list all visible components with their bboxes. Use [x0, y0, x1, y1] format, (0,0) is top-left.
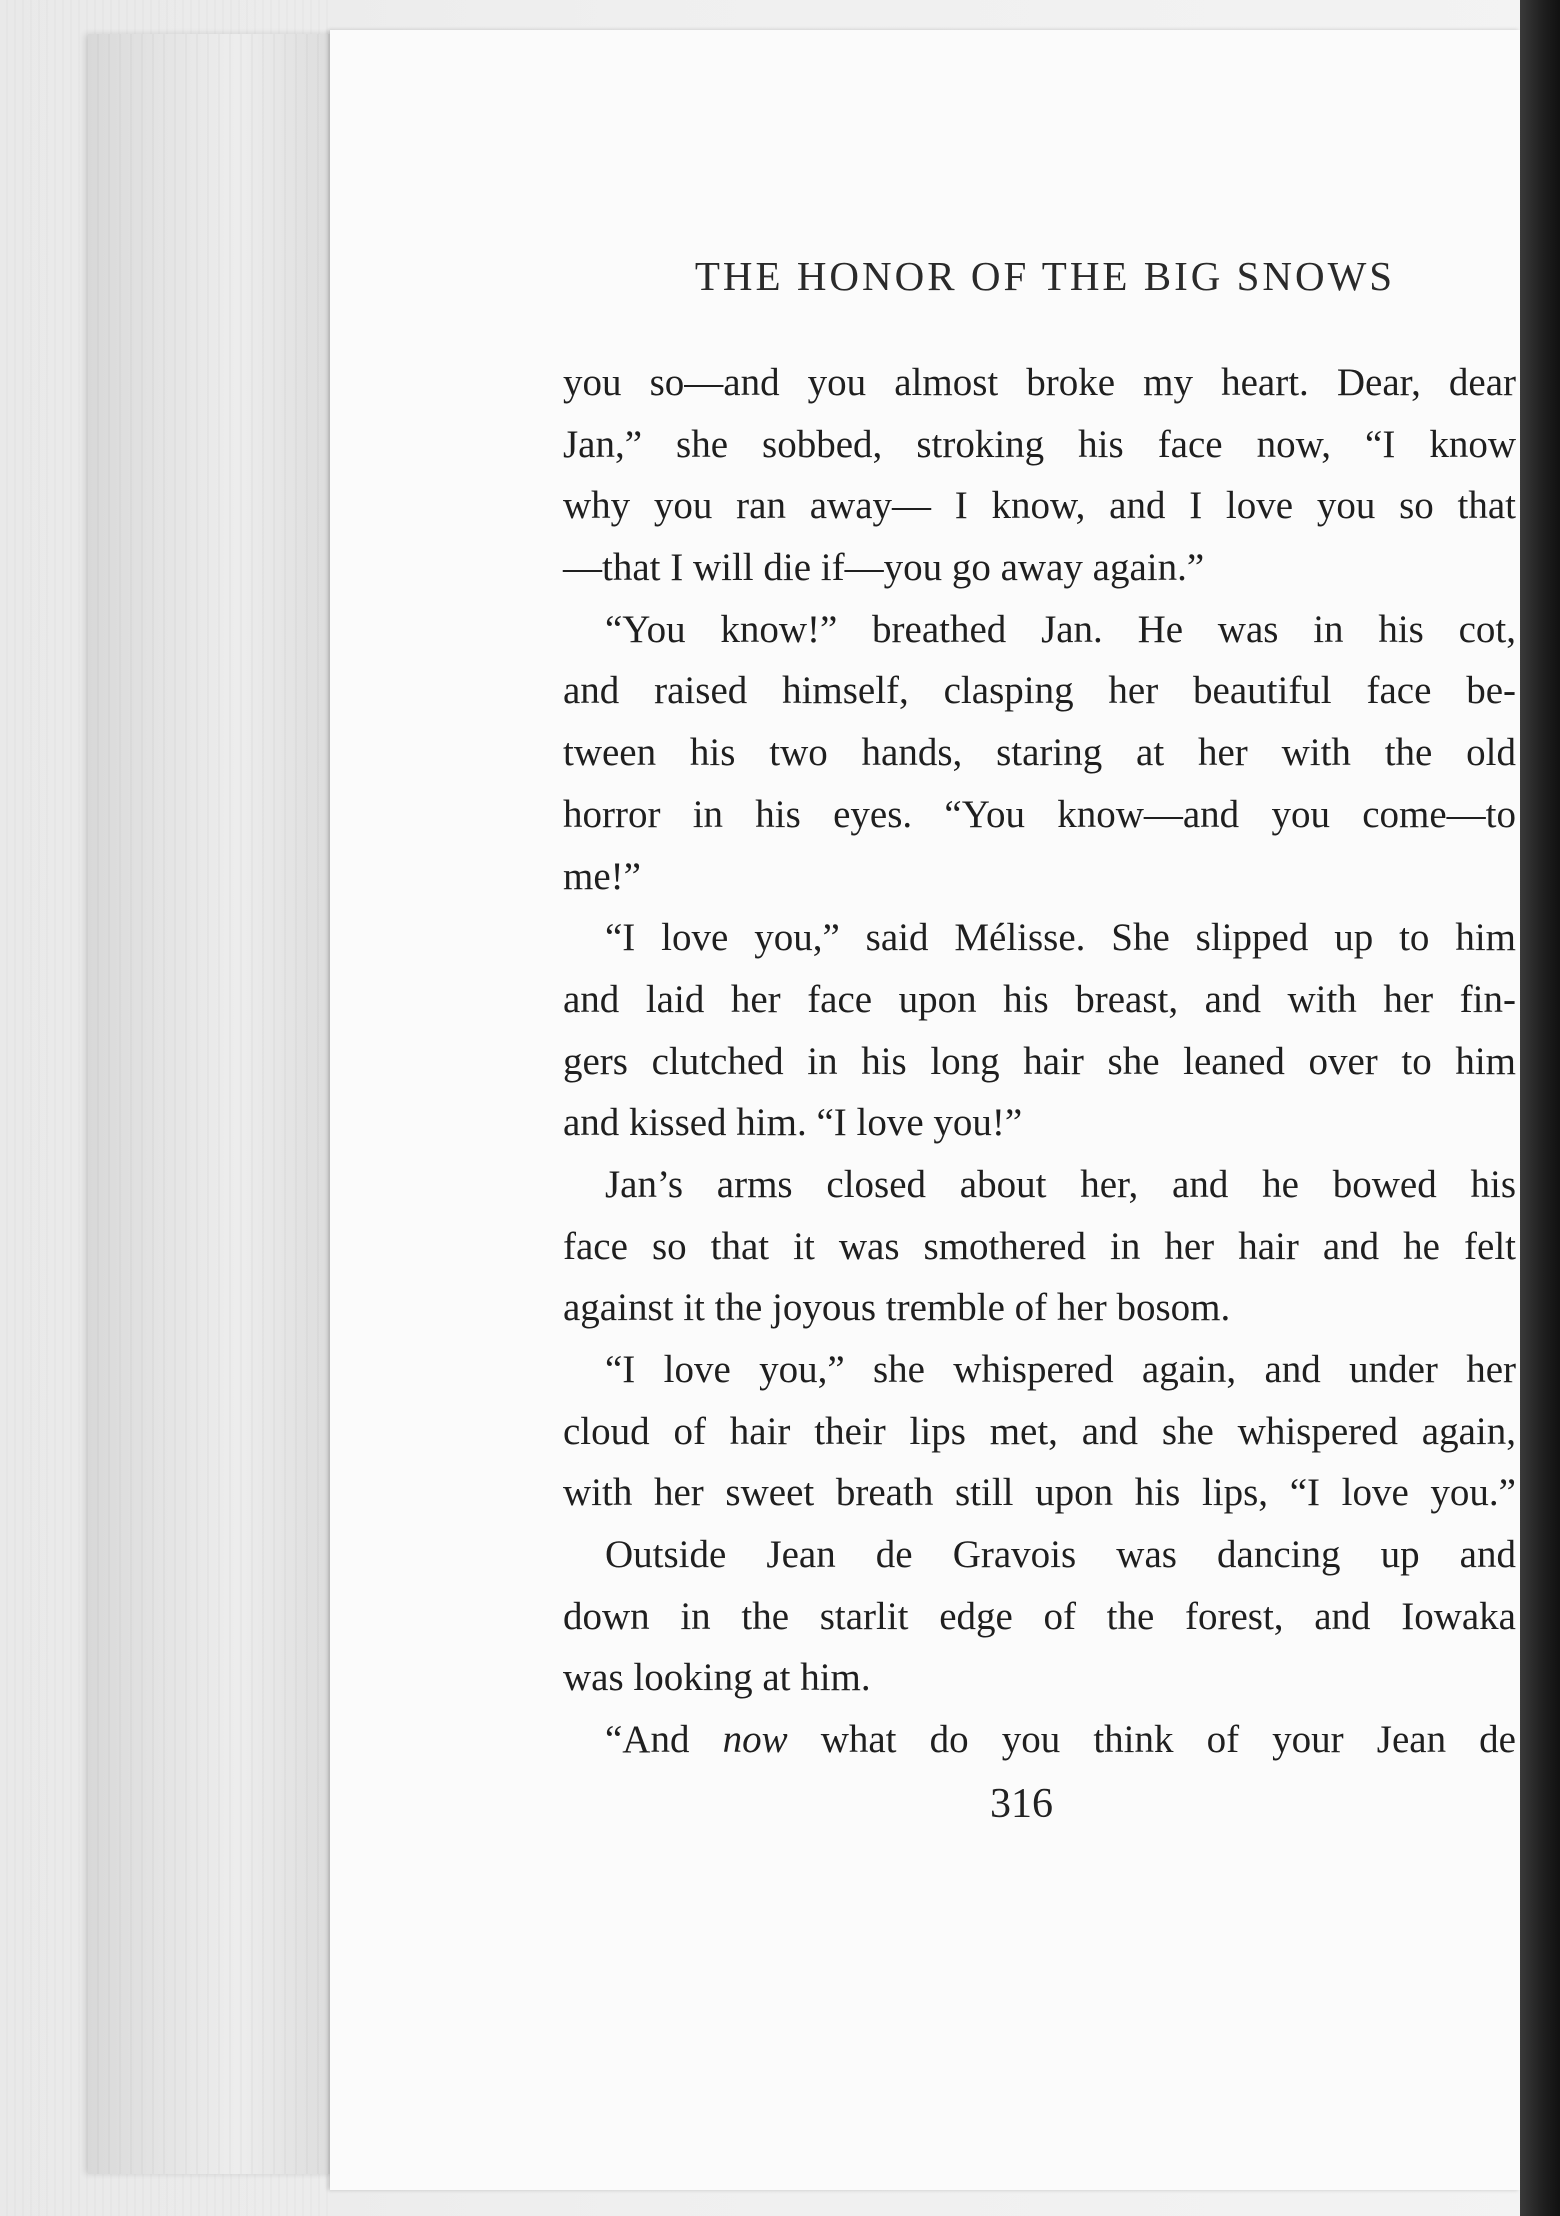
final-line-start: “And: [605, 1718, 723, 1762]
text-line: —that I will die if—you go away again.”: [563, 546, 1205, 590]
text-line: Outside Jean de Gravois was dancing up and: [605, 1533, 1516, 1577]
scan-right-border: [1520, 0, 1560, 2216]
page-number: 316: [990, 1781, 1053, 1827]
final-line-emphasis: now: [722, 1718, 788, 1762]
book-page-edges: [88, 34, 336, 2174]
final-line-end: what do you think of your Jean de: [787, 1718, 1516, 1762]
running-head: THE HONOR OF THE BIG SNOWS: [694, 253, 1396, 299]
text-line: down in the starlit edge of the forest, and Iowaka: [563, 1594, 1516, 1638]
text-line: gers clutched in his long hair she leaned over to him: [563, 1039, 1516, 1083]
text-line: face so that it was smothered in her hair and he felt: [563, 1224, 1516, 1268]
text-line: Jan,” she sobbed, stroking his face now, “I know: [563, 422, 1516, 466]
text-line: horror in his eyes. “You know—and you come—to: [563, 792, 1516, 836]
text-line: cloud of hair their lips met, and she whispered again,: [563, 1409, 1516, 1453]
text-line: me!”: [563, 854, 641, 898]
text-line: “You know!” breathed Jan. He was in his cot,: [605, 607, 1516, 651]
text-line: was looking at him.: [563, 1656, 871, 1700]
body-text: [563, 352, 1516, 1771]
text-line: why you ran away— I know, and I love you so that: [563, 484, 1516, 528]
text-line-final: [563, 1709, 1516, 1771]
text-line: you so—and you almost broke my heart. Dear, dear: [563, 361, 1516, 404]
text-line: against it the joyous tremble of her bosom.: [563, 1286, 1231, 1330]
text-line: and raised himself, clasping her beautiful face be-: [563, 669, 1516, 713]
text-line: tween his two hands, staring at her with the old: [563, 731, 1516, 775]
text-line: “I love you,” she whispered again, and under her: [605, 1348, 1516, 1391]
text-line: and laid her face upon his breast, and with her fin-: [563, 977, 1516, 1021]
text-line: with her sweet breath still upon his lips, “I love you.”: [563, 1471, 1516, 1515]
text-line: and kissed him. “I love you!”: [563, 1101, 1023, 1145]
text-line: “I love you,” said Mélisse. She slipped up to him: [605, 916, 1516, 960]
text-line: Jan’s arms closed about her, and he bowed his: [605, 1162, 1516, 1206]
